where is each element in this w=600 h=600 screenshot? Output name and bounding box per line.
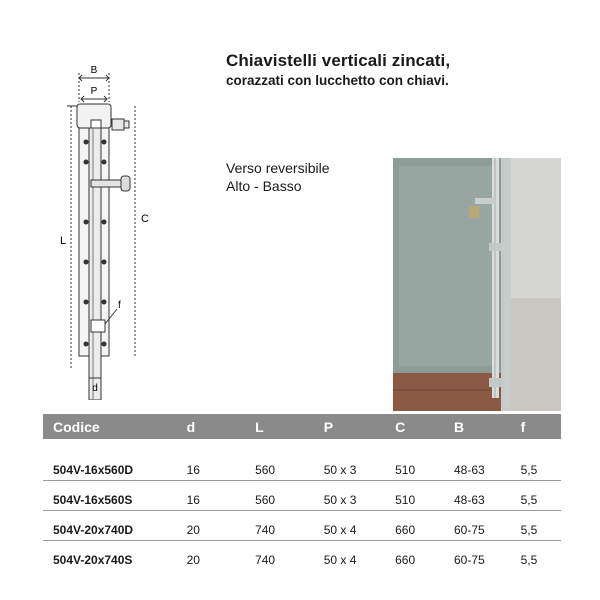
header-c: C xyxy=(395,414,454,439)
cell-p: 50 x 4 xyxy=(324,511,395,541)
cell-c: 510 xyxy=(395,451,454,481)
header-p: P xyxy=(324,414,395,439)
cell-l: 740 xyxy=(255,511,324,541)
table-row xyxy=(43,541,561,571)
bolt-technical-drawing xyxy=(55,62,165,400)
reversible-note: Verso reversibile xyxy=(226,160,330,176)
table-row xyxy=(43,481,561,511)
dimension-p-label: P xyxy=(90,86,98,97)
cell-code: 504V-20x740S xyxy=(53,553,133,567)
cell-l: 740 xyxy=(255,553,276,567)
cell-d: 16 xyxy=(187,451,255,481)
header-d: d xyxy=(187,414,255,439)
cell-p: 50 x 3 xyxy=(324,451,395,481)
cell-f: 5,5 xyxy=(521,481,561,511)
dimension-l-label: L xyxy=(60,235,67,247)
page-title: Chiavistelli verticali zincati, xyxy=(226,51,451,70)
cell-c: 660 xyxy=(395,553,416,567)
header-f: f xyxy=(521,414,561,439)
header-l: L xyxy=(255,414,324,439)
dimension-d-label: d xyxy=(92,383,98,394)
specifications-table xyxy=(43,414,561,570)
cell-code: 504V-20x740D xyxy=(43,511,187,541)
dimension-b-label: B xyxy=(90,65,98,76)
cell-code: 504V-16x560D xyxy=(43,451,187,481)
cell-b: 48-63 xyxy=(454,481,521,511)
cell-d: 20 xyxy=(187,511,255,541)
cell-c: 660 xyxy=(395,511,454,541)
cell-c: 510 xyxy=(395,481,454,511)
dimension-c-label: C xyxy=(141,213,149,225)
cell-f: 5,5 xyxy=(521,451,561,481)
header-code: Codice xyxy=(43,414,187,439)
cell-d: 16 xyxy=(187,481,255,511)
product-photo xyxy=(393,158,561,411)
cell-b: 60-75 xyxy=(454,553,485,567)
cell-p: 50 x 4 xyxy=(323,553,357,567)
cell-l: 560 xyxy=(255,451,324,481)
header-b: B xyxy=(454,414,521,439)
cell-b: 48-63 xyxy=(454,451,521,481)
cell-p: 50 x 3 xyxy=(324,481,395,511)
dimension-f-label: f xyxy=(118,300,121,311)
cell-code: 504V-16x560S xyxy=(43,481,187,511)
cell-d: 20 xyxy=(186,553,200,567)
cell-b: 60-75 xyxy=(454,511,521,541)
cell-f: 5,5 xyxy=(520,553,538,567)
table-row xyxy=(43,511,561,541)
cell-f: 5,5 xyxy=(521,511,561,541)
table-row xyxy=(43,451,561,481)
page-subtitle: corazzati con lucchetto con chiavi. xyxy=(226,73,449,88)
table-header-row xyxy=(43,414,561,439)
direction-note: Alto - Basso xyxy=(226,178,302,194)
cell-l: 560 xyxy=(255,481,324,511)
